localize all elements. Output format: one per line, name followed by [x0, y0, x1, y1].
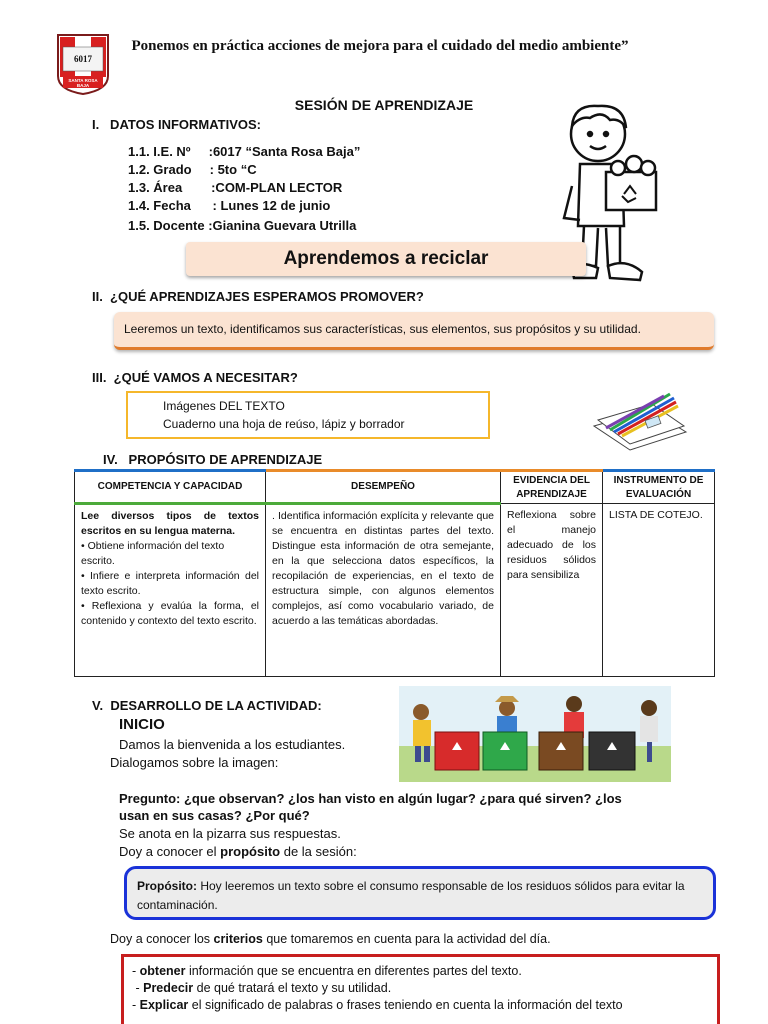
- section-2-heading: II. ¿QUÉ APRENDIZAJES ESPERAMOS PROMOVER?: [92, 289, 424, 304]
- capacidad-item: • Reflexiona y evalúa la forma, el contenido y contexto del texto escrito.: [81, 600, 259, 627]
- question-text: Pregunto: ¿que observan? ¿los han visto en algún lugar? ¿para qué sirven? ¿los usan en sus casas? ¿Por qué?: [119, 791, 622, 823]
- column-header-desempeno: DESEMPEÑO: [266, 471, 501, 504]
- criteria-intro-line: [110, 932, 551, 946]
- criteria-item: [132, 980, 709, 997]
- criteria-verb: Predecir: [143, 981, 194, 995]
- criteria-prefix: -: [132, 981, 144, 995]
- column-header-instrumento: INSTRUMENTO DE EVALUACIÓN: [603, 471, 715, 504]
- purpose-intro-post: de la sesión:: [280, 844, 357, 859]
- criteria-box: [121, 954, 720, 1024]
- purpose-label: Propósito:: [137, 879, 197, 893]
- criteria-prefix: -: [132, 998, 140, 1012]
- purpose-intro-pre: Doy a conocer el: [119, 844, 221, 859]
- purpose-table: [74, 469, 715, 677]
- info-row-area: 1.3. Área :COM-PLAN LECTOR: [128, 180, 343, 195]
- inicio-heading: INICIO: [119, 716, 165, 733]
- competencia-title: Lee diversos tipos de textos escritos en su lengua materna.: [81, 510, 259, 537]
- criteria-verb: obtener: [139, 964, 186, 978]
- criteria-verb: Explicar: [139, 998, 189, 1012]
- criteria-item: [132, 997, 709, 1014]
- school-logo: [55, 32, 111, 96]
- section-3-heading: III. ¿QUÉ VAMOS A NECESITAR?: [92, 370, 298, 385]
- dialogue-line: Dialogamos sobre la imagen:: [110, 755, 279, 770]
- purpose-box: [124, 866, 716, 920]
- children-recycling-image: [399, 686, 671, 782]
- criteria-intro-post: que tomaremos en cuenta para la actividad del día.: [262, 932, 551, 946]
- school-supplies-illustration: [590, 390, 690, 452]
- criteria-item: [132, 963, 709, 980]
- session-title: SESIÓN DE APRENDIZAJE: [294, 97, 474, 113]
- info-row-fecha: 1.4. Fecha : Lunes 12 de junio: [128, 198, 331, 213]
- learning-expectation-text: Leeremos un texto, identificamos sus características, sus elementos, sus propósitos y su utilidad.: [124, 322, 641, 336]
- lesson-banner: Aprendemos a reciclar: [186, 242, 586, 276]
- column-header-competencia: COMPETENCIA Y CAPACIDAD: [75, 471, 266, 504]
- logo-caption: SANTA ROSA BAJA: [68, 78, 98, 88]
- criteria-text: información que se encuentra en diferentes partes del texto.: [185, 964, 522, 978]
- learning-expectation-box: [114, 312, 714, 350]
- purpose-text: Hoy leeremos un texto sobre el consumo responsable de los residuos sólidos para evitar la contaminación.: [137, 879, 685, 912]
- purpose-intro-bold: propósito: [220, 844, 281, 859]
- welcome-line: Damos la bienvenida a los estudiantes.: [119, 737, 346, 752]
- criteria-prefix: -: [132, 964, 140, 978]
- material-item: Cuaderno una hoja de reúso, lápiz y borrador: [163, 417, 405, 431]
- logo-number: 6017: [74, 54, 92, 64]
- cell-evidencia: Reflexiona sobre el manejo adecuado de los residuos sólidos para sensibiliza: [501, 504, 603, 677]
- cell-instrumento: LISTA DE COTEJO.: [603, 504, 715, 677]
- section-4-heading: IV. PROPÓSITO DE APRENDIZAJE: [103, 452, 323, 467]
- capacidad-item: • Infiere e interpreta información del texto escrito.: [81, 570, 259, 597]
- cell-desempeno: . Identifica información explícita y relevante que se encuentra en distintas partes del texto. Distingue esta información de otra semejante, en la que selecciona datos específicos, la recopilación de experiencias, en el texto de estructura simple, con algunos elementos complejos, así como vocabulario variado, de acuerdo a las temáticas abordadas.: [266, 504, 501, 677]
- notes-line: Se anota en la pizarra sus respuestas.: [119, 826, 341, 841]
- info-row-grado: 1.2. Grado : 5to “C: [128, 162, 257, 177]
- section-5-heading: V. DESARROLLO DE LA ACTIVIDAD:: [92, 698, 322, 713]
- info-row-ie: 1.1. I.E. Nº :6017 “Santa Rosa Baja”: [128, 144, 361, 159]
- section-1-heading: I. DATOS INFORMATIVOS:: [92, 117, 261, 132]
- cell-competencia: [75, 504, 266, 677]
- column-header-evidencia: EVIDENCIA DEL APRENDIZAJE: [501, 471, 603, 504]
- materials-box: [126, 391, 490, 439]
- criteria-intro-pre: Doy a conocer los: [110, 932, 214, 946]
- criteria-text: el significado de palabras o frases teniendo en cuenta la información del texto: [188, 998, 623, 1012]
- criteria-intro-bold: criterios: [213, 932, 263, 946]
- criteria-text: de qué tratará el texto y su utilidad.: [193, 981, 392, 995]
- purpose-intro-line: [119, 844, 357, 859]
- page-title: Ponemos en práctica acciones de mejora para el cuidado del medio ambiente”: [131, 38, 629, 54]
- material-item: Imágenes DEL TEXTO: [163, 399, 285, 413]
- info-row-docente: 1.5. Docente :Gianina Guevara Utrilla: [128, 218, 357, 233]
- capacidad-item: • Obtiene información del texto escrito.: [81, 540, 225, 567]
